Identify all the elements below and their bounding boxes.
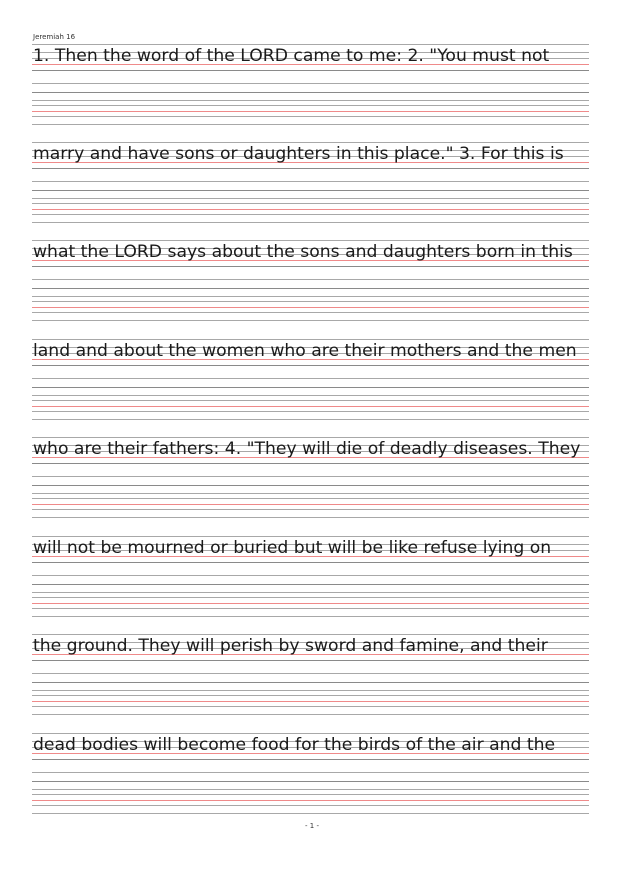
guide-rule bbox=[32, 517, 589, 518]
guide-rule bbox=[32, 190, 589, 191]
guide-rule bbox=[32, 320, 589, 321]
guide-rule bbox=[32, 240, 589, 241]
guide-rule bbox=[32, 279, 589, 280]
guide-rule bbox=[32, 813, 589, 814]
guide-rule bbox=[32, 660, 589, 661]
practice-line-text: land and about the women who are their mothers and the men bbox=[33, 341, 577, 361]
guide-rule bbox=[32, 124, 589, 125]
guide-rule bbox=[32, 634, 589, 635]
practice-block bbox=[32, 44, 589, 126]
guide-rule bbox=[32, 214, 589, 215]
guide-rule bbox=[32, 288, 589, 289]
guide-rule bbox=[32, 203, 589, 204]
guide-rule bbox=[32, 498, 589, 499]
guide-rule bbox=[32, 493, 589, 494]
practice-line-text: 1. Then the word of the LORD came to me: 2. "You must not bbox=[33, 46, 550, 66]
guide-rule bbox=[32, 411, 589, 412]
practice-block bbox=[32, 536, 589, 618]
guide-rule bbox=[32, 83, 589, 84]
practice-line-text: dead bodies will become food for the birds of the air and the bbox=[33, 735, 556, 755]
guide-rule bbox=[32, 387, 589, 388]
guide-rule bbox=[32, 509, 589, 510]
practice-block bbox=[32, 240, 589, 322]
guide-rule bbox=[32, 100, 589, 101]
practice-block bbox=[32, 339, 589, 421]
guide-rule bbox=[32, 365, 589, 366]
page-header: Jeremiah 16 bbox=[33, 33, 76, 41]
guide-rule bbox=[32, 44, 589, 45]
guide-rule bbox=[32, 608, 589, 609]
guide-rule bbox=[32, 794, 589, 795]
guide-rule bbox=[32, 733, 589, 734]
guide-rule bbox=[32, 690, 589, 691]
practice-line-text: the ground. They will perish by sword and famine, and their bbox=[33, 636, 548, 656]
guide-rule bbox=[32, 562, 589, 563]
guide-rule bbox=[32, 70, 589, 71]
guide-rule bbox=[32, 695, 589, 696]
baseline-rule bbox=[32, 307, 589, 308]
guide-rule bbox=[32, 400, 589, 401]
guide-rule bbox=[32, 266, 589, 267]
guide-rule bbox=[32, 222, 589, 223]
guide-rule bbox=[32, 781, 589, 782]
guide-rule bbox=[32, 673, 589, 674]
guide-rule bbox=[32, 463, 589, 464]
practice-block bbox=[32, 437, 589, 519]
practice-block bbox=[32, 634, 589, 716]
baseline-rule bbox=[32, 406, 589, 407]
guide-rule bbox=[32, 105, 589, 106]
guide-rule bbox=[32, 437, 589, 438]
guide-rule bbox=[32, 116, 589, 117]
guide-rule bbox=[32, 805, 589, 806]
guide-rule bbox=[32, 142, 589, 143]
guide-rule bbox=[32, 198, 589, 199]
guide-rule bbox=[32, 584, 589, 585]
baseline-rule bbox=[32, 209, 589, 210]
baseline-rule bbox=[32, 800, 589, 801]
guide-rule bbox=[32, 592, 589, 593]
baseline-rule bbox=[32, 701, 589, 702]
guide-rule bbox=[32, 301, 589, 302]
page-number: - 1 - bbox=[305, 822, 319, 830]
guide-rule bbox=[32, 312, 589, 313]
guide-rule bbox=[32, 682, 589, 683]
guide-rule bbox=[32, 168, 589, 169]
guide-rule bbox=[32, 616, 589, 617]
guide-rule bbox=[32, 181, 589, 182]
guide-rule bbox=[32, 789, 589, 790]
guide-rule bbox=[32, 706, 589, 707]
guide-rule bbox=[32, 536, 589, 537]
practice-line-text: marry and have sons or daughters in this place." 3. For this is bbox=[33, 144, 564, 164]
guide-rule bbox=[32, 759, 589, 760]
guide-rule bbox=[32, 772, 589, 773]
guide-rule bbox=[32, 714, 589, 715]
guide-rule bbox=[32, 485, 589, 486]
guide-rule bbox=[32, 575, 589, 576]
practice-block bbox=[32, 733, 589, 815]
practice-block bbox=[32, 142, 589, 224]
practice-line-text: who are their fathers: 4. "They will die of deadly diseases. They bbox=[33, 439, 581, 459]
guide-rule bbox=[32, 296, 589, 297]
guide-rule bbox=[32, 378, 589, 379]
baseline-rule bbox=[32, 111, 589, 112]
guide-rule bbox=[32, 92, 589, 93]
guide-rule bbox=[32, 395, 589, 396]
baseline-rule bbox=[32, 504, 589, 505]
guide-rule bbox=[32, 597, 589, 598]
guide-rule bbox=[32, 339, 589, 340]
guide-rule bbox=[32, 419, 589, 420]
practice-line-text: what the LORD says about the sons and daughters born in this bbox=[33, 242, 573, 262]
guide-rule bbox=[32, 476, 589, 477]
baseline-rule bbox=[32, 603, 589, 604]
practice-line-text: will not be mourned or buried but will be like refuse lying on bbox=[33, 538, 552, 558]
